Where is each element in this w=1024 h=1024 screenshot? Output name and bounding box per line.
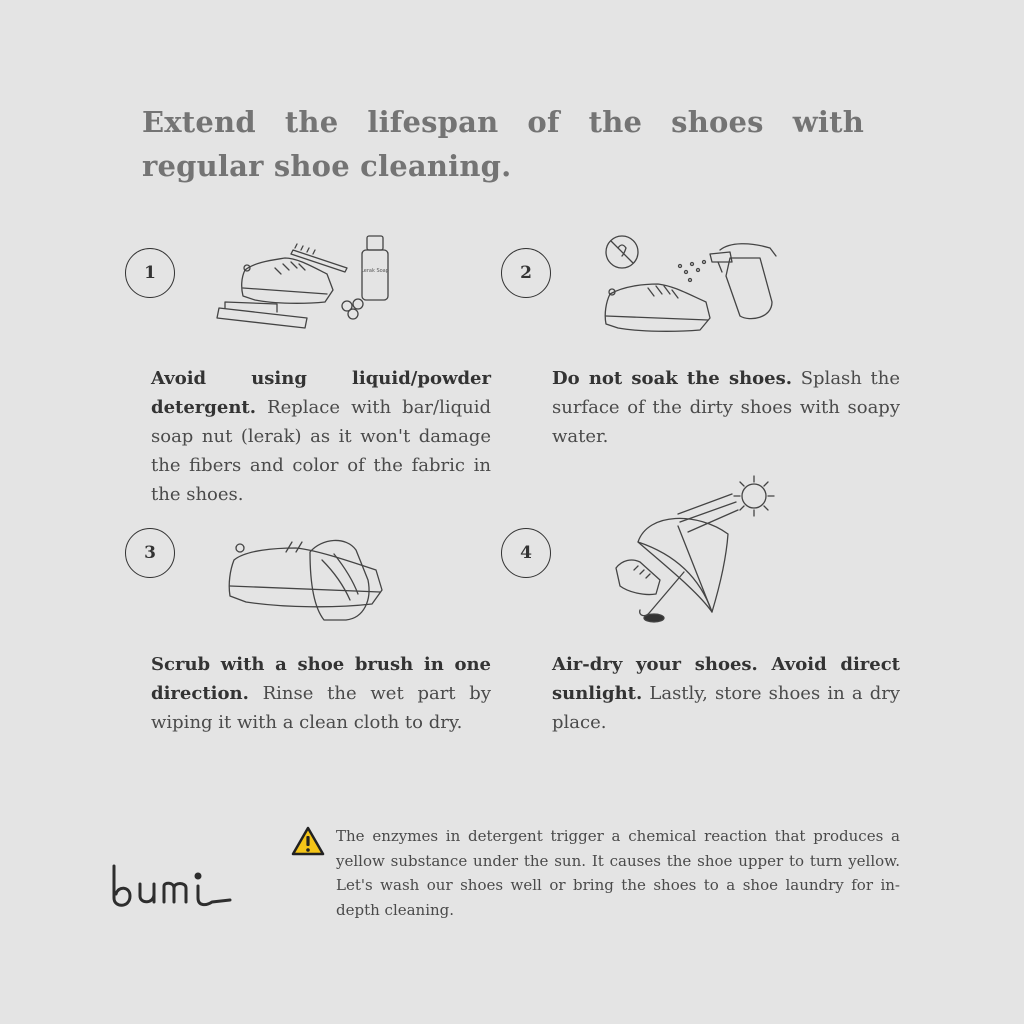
shoe-umbrella-sun-icon (608, 472, 783, 632)
shoe-wipe-cloth-icon (226, 530, 396, 630)
bottle-label: Lerak Soap (361, 268, 389, 274)
step-4-body: Lastly, store shoes in a dry place. (552, 683, 900, 733)
step-3-bold: Scrub with a shoe brush in one direction. (151, 654, 491, 704)
step-2-text (552, 364, 900, 451)
step-2-bold: Do not soak the shoes. (552, 368, 793, 389)
step-1-text (151, 364, 491, 509)
step-2-body: Splash the surface of the dirty shoes with soapy water. (552, 368, 901, 447)
warning-note: The enzymes in detergent trigger a chemical reaction that produces a yellow substance under the sun. It causes the shoe upper to turn yellow. Let's wash our shoes well or bring the shoes to a shoe laundry for in-depth cleaning. (336, 827, 900, 919)
step-1-number: 1 (125, 248, 175, 298)
shoe-brush-soap-icon (215, 232, 395, 332)
step-3-text (151, 650, 491, 737)
warning-icon (291, 826, 325, 860)
step-2-number: 2 (501, 248, 551, 298)
brand-logo (108, 862, 234, 922)
shoe-spray-icon (600, 232, 785, 337)
step-4-bold: Air-dry your shoes. Avoid direct sunlight. (552, 654, 900, 704)
step-1-bold: Avoid using liquid/powder detergent. (151, 368, 491, 418)
step-4-number: 4 (501, 528, 551, 578)
step-1-body: Replace with bar/liquid soap nut (lerak) as it won't damage the fibers and color of the fabric in the shoes. (151, 397, 491, 505)
step-3-body: Rinse the wet part by wiping it with a clean cloth to dry. (151, 683, 491, 733)
step-3-number: 3 (125, 528, 175, 578)
page-title: Extend the lifespan of the shoes with regular shoe cleaning. (142, 105, 864, 183)
step-4-text (552, 650, 900, 737)
